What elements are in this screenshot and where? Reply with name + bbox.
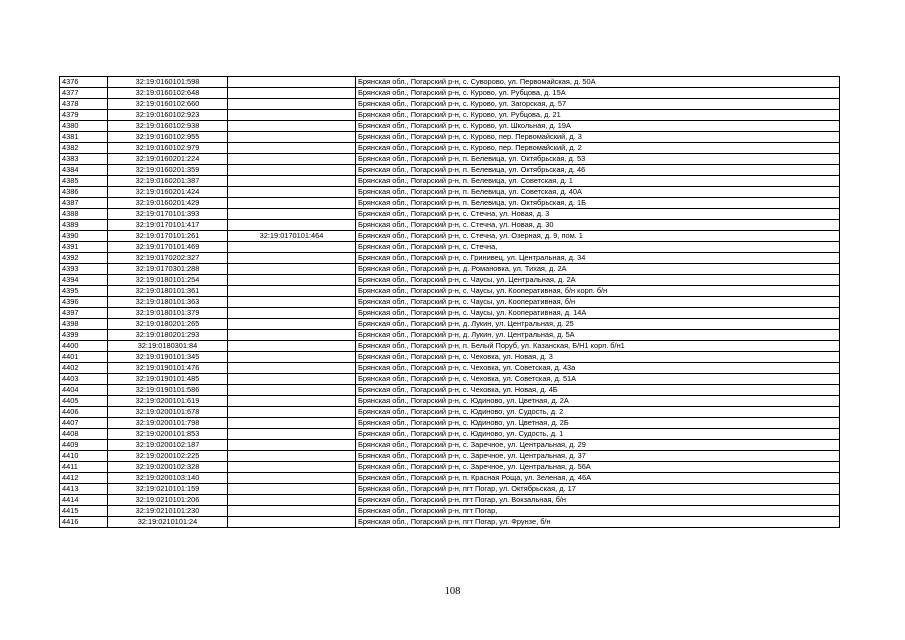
cadastral-number-cell: 32:19:0180101:361: [108, 286, 228, 297]
related-cadastral-number-cell: [228, 363, 356, 374]
cadastral-number-cell: 32:19:0180201:265: [108, 319, 228, 330]
related-cadastral-number-cell: [228, 253, 356, 264]
row-number-cell: 4384: [60, 165, 108, 176]
address-cell: Брянская обл., Погарский р-н, п. Белевица, ул. Советская, д. 1: [356, 176, 840, 187]
related-cadastral-number-cell: [228, 429, 356, 440]
address-cell: Брянская обл., Погарский р-н, с. Чаусы, ул. Кооперативная, б/н корп. б/н: [356, 286, 840, 297]
table-row: [60, 473, 840, 484]
table-row: [60, 253, 840, 264]
cadastral-number-cell: 32:19:0190101:476: [108, 363, 228, 374]
cadastral-number-cell: 32:19:0190101:345: [108, 352, 228, 363]
address-cell: Брянская обл., Погарский р-н, с. Чеховка, ул. Советская, д. 51А: [356, 374, 840, 385]
address-cell: Брянская обл., Погарский р-н, с. Заречное, ул. Центральная, д. 37: [356, 451, 840, 462]
related-cadastral-number-cell: [228, 242, 356, 253]
address-cell: Брянская обл., Погарский р-н, с. Курово, пер. Первомайский, д. 2: [356, 143, 840, 154]
table-row: [60, 154, 840, 165]
address-cell: Брянская обл., Погарский р-н, п. Белевица, ул. Октябрьская, д. 53: [356, 154, 840, 165]
related-cadastral-number-cell: [228, 330, 356, 341]
address-cell: Брянская обл., Погарский р-н, пгт Погар, ул. Октябрьская, д. 17: [356, 484, 840, 495]
table-row: [60, 429, 840, 440]
related-cadastral-number-cell: [228, 352, 356, 363]
related-cadastral-number-cell: [228, 187, 356, 198]
table-row: [60, 275, 840, 286]
row-number-cell: 4400: [60, 341, 108, 352]
cadastral-number-cell: 32:19:0210101:206: [108, 495, 228, 506]
row-number-cell: 4416: [60, 517, 108, 528]
row-number-cell: 4412: [60, 473, 108, 484]
table-row: [60, 484, 840, 495]
table-row: [60, 132, 840, 143]
address-cell: Брянская обл., Погарский р-н, с. Заречное, ул. Центральная, д. 29: [356, 440, 840, 451]
address-cell: Брянская обл., Погарский р-н, с. Заречное, ул. Центральная, д. 56А: [356, 462, 840, 473]
table-row: [60, 220, 840, 231]
table-row: [60, 121, 840, 132]
table-row: [60, 319, 840, 330]
cadastral-number-cell: 32:19:0160102:955: [108, 132, 228, 143]
row-number-cell: 4399: [60, 330, 108, 341]
table-row: [60, 385, 840, 396]
row-number-cell: 4380: [60, 121, 108, 132]
table-row: [60, 374, 840, 385]
cadastral-number-cell: 32:19:0170101:417: [108, 220, 228, 231]
table-row: [60, 143, 840, 154]
related-cadastral-number-cell: [228, 308, 356, 319]
address-cell: Брянская обл., Погарский р-н, с. Курово, ул. Школьная, д. 19А: [356, 121, 840, 132]
address-cell: Брянская обл., Погарский р-н, с. Чаусы, ул. Кооперативная, д. 14А: [356, 308, 840, 319]
address-cell: Брянская обл., Погарский р-н, п. Белый Поруб, ул. Казанская, Б/Н1 корп. б/н1: [356, 341, 840, 352]
address-cell: Брянская обл., Погарский р-н, п. Белевица, ул. Октябрьская, д. 46: [356, 165, 840, 176]
related-cadastral-number-cell: [228, 143, 356, 154]
address-cell: Брянская обл., Погарский р-н, с. Стечна, ул. Новая, д. 3: [356, 209, 840, 220]
address-cell: Брянская обл., Погарский р-н, с. Чеховка, ул. Новая, д. 3: [356, 352, 840, 363]
related-cadastral-number-cell: [228, 341, 356, 352]
related-cadastral-number-cell: [228, 319, 356, 330]
address-cell: Брянская обл., Погарский р-н, п. Красная Роща, ул. Зеленая, д. 46А: [356, 473, 840, 484]
related-cadastral-number-cell: [228, 495, 356, 506]
row-number-cell: 4405: [60, 396, 108, 407]
address-cell: Брянская обл., Погарский р-н, пгт Погар, ул. Фрунзе, б/н: [356, 517, 840, 528]
cadastral-number-cell: 32:19:0180301:84: [108, 341, 228, 352]
cadastral-number-cell: 32:19:0160201:387: [108, 176, 228, 187]
cadastral-number-cell: 32:19:0160201:429: [108, 198, 228, 209]
table-row: [60, 418, 840, 429]
cadastral-number-cell: 32:19:0160201:424: [108, 187, 228, 198]
related-cadastral-number-cell: [228, 88, 356, 99]
row-number-cell: 4388: [60, 209, 108, 220]
row-number-cell: 4383: [60, 154, 108, 165]
related-cadastral-number-cell: [228, 407, 356, 418]
cadastral-number-cell: 32:19:0210101:159: [108, 484, 228, 495]
row-number-cell: 4401: [60, 352, 108, 363]
address-cell: Брянская обл., Погарский р-н, с. Стечна, ул. Озерная, д. 9, пом. 1: [356, 231, 840, 242]
cadastral-number-cell: 32:19:0170101:393: [108, 209, 228, 220]
table-row: [60, 110, 840, 121]
related-cadastral-number-cell: [228, 517, 356, 528]
related-cadastral-number-cell: [228, 110, 356, 121]
address-cell: Брянская обл., Погарский р-н, пгт Погар, ул. Вокзальная, б/н: [356, 495, 840, 506]
table-row: [60, 264, 840, 275]
row-number-cell: 4381: [60, 132, 108, 143]
address-cell: Брянская обл., Погарский р-н, с. Юдиново, ул. Цветная, д. 2Б: [356, 418, 840, 429]
row-number-cell: 4403: [60, 374, 108, 385]
related-cadastral-number-cell: [228, 176, 356, 187]
cadastral-number-cell: 32:19:0180101:379: [108, 308, 228, 319]
address-cell: Брянская обл., Погарский р-н, с. Курово, ул. Рубцова, д. 15А: [356, 88, 840, 99]
address-cell: Брянская обл., Погарский р-н, с. Курово, ул. Загорская, д. 57: [356, 99, 840, 110]
related-cadastral-number-cell: [228, 165, 356, 176]
row-number-cell: 4392: [60, 253, 108, 264]
related-cadastral-number-cell: [228, 77, 356, 88]
related-cadastral-number-cell: [228, 132, 356, 143]
row-number-cell: 4398: [60, 319, 108, 330]
related-cadastral-number-cell: [228, 275, 356, 286]
cadastral-number-cell: 32:19:0200101:853: [108, 429, 228, 440]
cadastral-number-cell: 32:19:0200103:140: [108, 473, 228, 484]
cadastral-number-cell: 32:19:0200101:678: [108, 407, 228, 418]
address-cell: Брянская обл., Погарский р-н, с. Юдиново, ул. Цветная, д. 2А: [356, 396, 840, 407]
address-cell: Брянская обл., Погарский р-н, с. Юдиново, ул. Судость, д. 2: [356, 407, 840, 418]
table-row: [60, 495, 840, 506]
table-row: [60, 99, 840, 110]
related-cadastral-number-cell: [228, 506, 356, 517]
cadastral-number-cell: 32:19:0200101:798: [108, 418, 228, 429]
address-cell: Брянская обл., Погарский р-н, с. Чеховка, ул. Новая, д. 4Б: [356, 385, 840, 396]
table-row: [60, 341, 840, 352]
cadastral-number-cell: 32:19:0160102:660: [108, 99, 228, 110]
address-cell: Брянская обл., Погарский р-н, д. Лукин, ул. Центральная, д. 25: [356, 319, 840, 330]
cadastral-number-cell: 32:19:0200102:225: [108, 451, 228, 462]
cadastral-number-cell: 32:19:0170101:469: [108, 242, 228, 253]
address-cell: Брянская обл., Погарский р-н, с. Чеховка, ул. Советская, д. 43а: [356, 363, 840, 374]
row-number-cell: 4377: [60, 88, 108, 99]
table-row: [60, 308, 840, 319]
row-number-cell: 4385: [60, 176, 108, 187]
table-row: [60, 165, 840, 176]
table-row: [60, 407, 840, 418]
row-number-cell: 4404: [60, 385, 108, 396]
related-cadastral-number-cell: [228, 484, 356, 495]
related-cadastral-number-cell: [228, 385, 356, 396]
row-number-cell: 4382: [60, 143, 108, 154]
row-number-cell: 4394: [60, 275, 108, 286]
row-number-cell: 4408: [60, 429, 108, 440]
registry-table-body: [60, 77, 840, 528]
row-number-cell: 4395: [60, 286, 108, 297]
row-number-cell: 4414: [60, 495, 108, 506]
table-row: [60, 363, 840, 374]
row-number-cell: 4413: [60, 484, 108, 495]
table-row: [60, 176, 840, 187]
related-cadastral-number-cell: [228, 121, 356, 132]
cadastral-number-cell: 32:19:0160101:598: [108, 77, 228, 88]
cadastral-number-cell: 32:19:0160102:938: [108, 121, 228, 132]
cadastral-number-cell: 32:19:0190101:586: [108, 385, 228, 396]
table-row: [60, 451, 840, 462]
row-number-cell: 4393: [60, 264, 108, 275]
table-row: [60, 231, 840, 242]
row-number-cell: 4410: [60, 451, 108, 462]
related-cadastral-number-cell: [228, 418, 356, 429]
cadastral-number-cell: 32:19:0210101:230: [108, 506, 228, 517]
table-row: [60, 88, 840, 99]
table-row: [60, 286, 840, 297]
table-row: [60, 506, 840, 517]
row-number-cell: 4397: [60, 308, 108, 319]
registry-table: [59, 76, 840, 528]
table-row: [60, 396, 840, 407]
row-number-cell: 4390: [60, 231, 108, 242]
address-cell: Брянская обл., Погарский р-н, с. Курово, ул. Рубцова, д. 21: [356, 110, 840, 121]
address-cell: Брянская обл., Погарский р-н, д. Лукин, ул. Центральная, д. 5А: [356, 330, 840, 341]
table-row: [60, 440, 840, 451]
related-cadastral-number-cell: [228, 297, 356, 308]
cadastral-number-cell: 32:19:0210101:24: [108, 517, 228, 528]
cadastral-number-cell: 32:19:0170101:261: [108, 231, 228, 242]
row-number-cell: 4386: [60, 187, 108, 198]
related-cadastral-number-cell: 32:19:0170101:464: [228, 231, 356, 242]
related-cadastral-number-cell: [228, 473, 356, 484]
related-cadastral-number-cell: [228, 209, 356, 220]
row-number-cell: 4402: [60, 363, 108, 374]
cadastral-number-cell: 32:19:0200102:328: [108, 462, 228, 473]
address-cell: Брянская обл., Погарский р-н, п. Белевица, ул. Октябрьская, д. 1Б: [356, 198, 840, 209]
address-cell: Брянская обл., Погарский р-н, с. Чаусы, ул. Кооперативная, б/н: [356, 297, 840, 308]
cadastral-number-cell: 32:19:0170301:288: [108, 264, 228, 275]
cadastral-number-cell: 32:19:0160102:979: [108, 143, 228, 154]
row-number-cell: 4391: [60, 242, 108, 253]
row-number-cell: 4415: [60, 506, 108, 517]
cadastral-number-cell: 32:19:0160102:923: [108, 110, 228, 121]
row-number-cell: 4378: [60, 99, 108, 110]
address-cell: Брянская обл., Погарский р-н, д. Романовка, ул. Тихая, д. 2А: [356, 264, 840, 275]
table-row: [60, 330, 840, 341]
related-cadastral-number-cell: [228, 396, 356, 407]
table-row: [60, 462, 840, 473]
address-cell: Брянская обл., Погарский р-н, с. Стечна, ул. Новая, д. 30: [356, 220, 840, 231]
address-cell: Брянская обл., Погарский р-н, п. Белевица, ул. Советская, д. 40А: [356, 187, 840, 198]
row-number-cell: 4407: [60, 418, 108, 429]
address-cell: Брянская обл., Погарский р-н, с. Курово, пер. Первомайский, д. 3: [356, 132, 840, 143]
cadastral-number-cell: 32:19:0180101:363: [108, 297, 228, 308]
cadastral-number-cell: 32:19:0160201:224: [108, 154, 228, 165]
row-number-cell: 4389: [60, 220, 108, 231]
related-cadastral-number-cell: [228, 154, 356, 165]
table-row: [60, 77, 840, 88]
related-cadastral-number-cell: [228, 286, 356, 297]
address-cell: Брянская обл., Погарский р-н, с. Суворово, ул. Первомайская, д. 50А: [356, 77, 840, 88]
row-number-cell: 4376: [60, 77, 108, 88]
address-cell: Брянская обл., Погарский р-н, с. Гринивец, ул. Центральная, д. 34: [356, 253, 840, 264]
cadastral-number-cell: 32:19:0190101:485: [108, 374, 228, 385]
address-cell: Брянская обл., Погарский р-н, с. Чаусы, ул. Центральная, д. 2А: [356, 275, 840, 286]
table-row: [60, 198, 840, 209]
table-row: [60, 242, 840, 253]
row-number-cell: 4387: [60, 198, 108, 209]
table-row: [60, 297, 840, 308]
related-cadastral-number-cell: [228, 220, 356, 231]
row-number-cell: 4406: [60, 407, 108, 418]
row-number-cell: 4411: [60, 462, 108, 473]
cadastral-number-cell: 32:19:0160102:648: [108, 88, 228, 99]
row-number-cell: 4409: [60, 440, 108, 451]
address-cell: Брянская обл., Погарский р-н, с. Стечна,: [356, 242, 840, 253]
related-cadastral-number-cell: [228, 374, 356, 385]
row-number-cell: 4396: [60, 297, 108, 308]
related-cadastral-number-cell: [228, 99, 356, 110]
related-cadastral-number-cell: [228, 264, 356, 275]
table-row: [60, 517, 840, 528]
address-cell: Брянская обл., Погарский р-н, с. Юдиново, ул. Судость, д. 1: [356, 429, 840, 440]
row-number-cell: 4379: [60, 110, 108, 121]
related-cadastral-number-cell: [228, 198, 356, 209]
table-row: [60, 352, 840, 363]
cadastral-number-cell: 32:19:0170202:327: [108, 253, 228, 264]
table-row: [60, 209, 840, 220]
cadastral-number-cell: 32:19:0200102:187: [108, 440, 228, 451]
cadastral-number-cell: 32:19:0160201:359: [108, 165, 228, 176]
related-cadastral-number-cell: [228, 440, 356, 451]
page-number: 108: [444, 586, 461, 597]
related-cadastral-number-cell: [228, 451, 356, 462]
table-row: [60, 187, 840, 198]
cadastral-number-cell: 32:19:0180201:293: [108, 330, 228, 341]
cadastral-number-cell: 32:19:0180101:254: [108, 275, 228, 286]
address-cell: Брянская обл., Погарский р-н, пгт Погар,: [356, 506, 840, 517]
cadastral-number-cell: 32:19:0200101:619: [108, 396, 228, 407]
related-cadastral-number-cell: [228, 462, 356, 473]
